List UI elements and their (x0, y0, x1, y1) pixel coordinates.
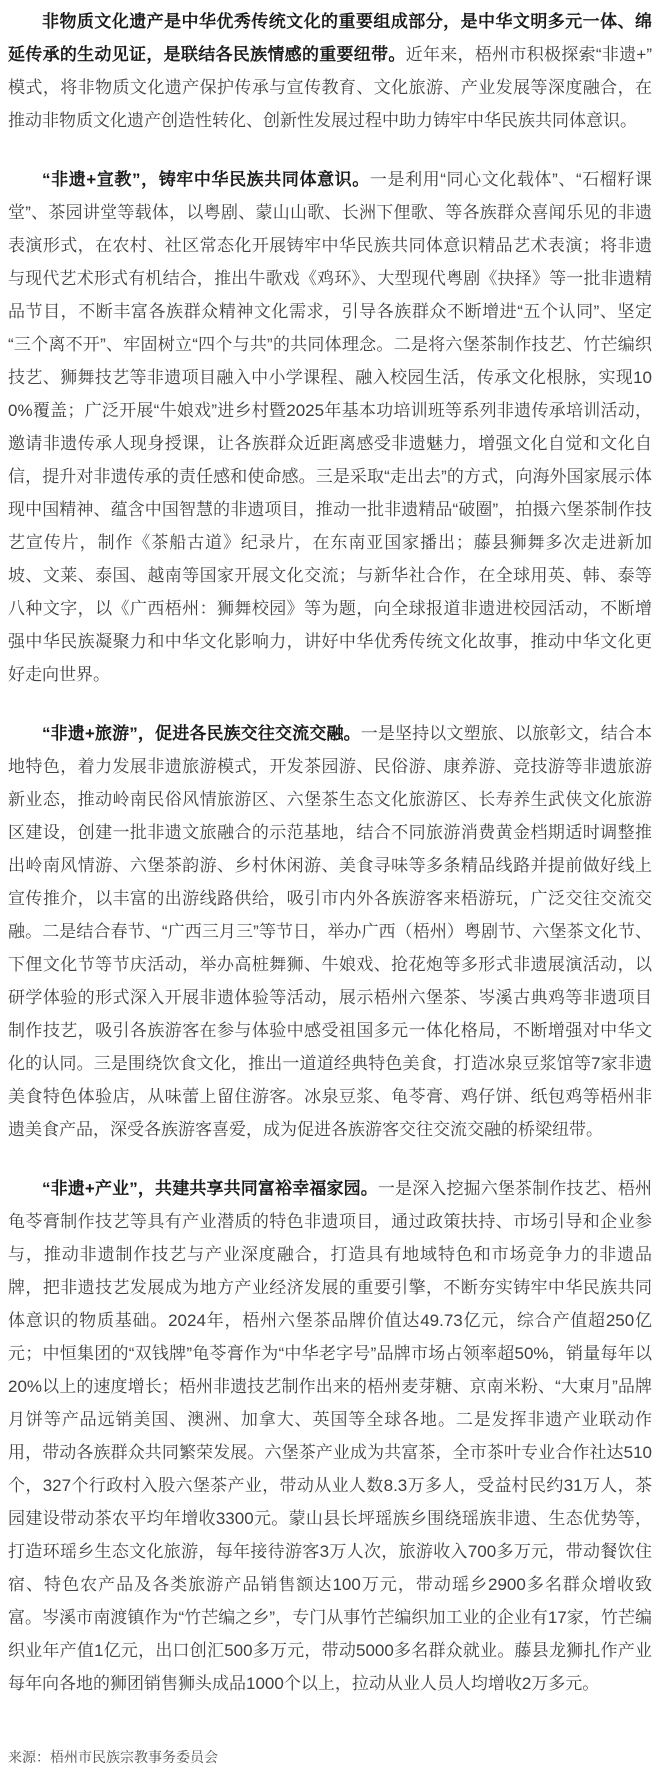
paragraph-chanye (8, 1172, 652, 1700)
paragraph-xuanjiao-text: 一是利用“同心文化载体”、“石榴籽课堂”、茶园讲堂等载体，以粤剧、蒙山山歌、长洲下俚歌、等各族群众喜闻乐见的非遗表演形式，在农村、社区常态化开展铸牢中华民族共同体意识精品艺术表演；将非遗与现代艺术形式有机结合，推出牛歌戏《鸡环》、大型现代粤剧《抉择》等一批非遗精品节目，不断丰富各族群众精神文化需求，引导各族群众不断增进“五个认同”、坚定“三个离不开”、牢固树立“四个与共”的共同体理念。二是将六堡茶制作技艺、竹芒编织技艺、狮舞技艺等非遗项目融入中小学课程、融入校园生活，传承文化根脉，实现100%覆盖；广泛开展“牛娘戏”进乡村暨2025年基本功培训班等系列非遗传承培训活动，邀请非遗传承人现身授课，让各族群众近距离感受非遗魅力，增强文化自觉和文化自信，提升对非遗传承的责任感和使命感。三是采取“走出去”的方式，向海外国家展示体现中国精神、蕴含中国智慧的非遗项目，推动一批非遗精品“破圈”，拍摄六堡茶制作技艺宣传片，制作《茶船古道》纪录片，在东南亚国家播出；藤县狮舞多次走进新加坡、文莱、泰国、越南等国家开展文化交流；与新华社合作，在全球用英、韩、泰等八种文字，以《广西梧州：狮舞校园》等为题，向全球报道非遗进校园活动，不断增强中华民族凝聚力和中华文化影响力，讲好中华优秀传统文化故事，推动中华文化更好走向世界。 (8, 170, 653, 684)
paragraph-lvyou-lead: “非遗+旅游”，促进各民族交往交流交融。 (42, 724, 361, 743)
paragraph-intro-text: 近年来，梧州市积极探索“非遗+”模式，将非物质文化遗产保护传承与宣传教育、文化旅游、产业发展等深度融合，在推动非物质文化遗产创造性转化、创新性发展过程中助力铸牢中华民族共同体意识。 (8, 45, 653, 130)
source-line: 来源：梧州市民族宗教事务委员会 (8, 1749, 218, 1765)
paragraph-intro-lead: 非物质文化遗产是中华优秀传统文化的重要组成部分，是中华文明多元一体、绵延传承的生动见证，是联结各民族情感的重要纽带。 (8, 12, 652, 64)
paragraph-lvyou-text: 一是坚持以文塑旅、以旅彰文，结合本地特色，着力发展非遗旅游模式，开发茶园游、民俗游、康养游、竞技游等非遗旅游新业态，推动岭南民俗风情旅游区、六堡茶生态文化旅游区、长寿养生武侠文化旅游区建设，创建一批非遗文旅融合的示范基地，结合不同旅游消费黄金档期适时调整推出岭南风情游、六堡茶韵游、乡村休闲游、美食寻味等多条精品线路并提前做好线上宣传推介，以丰富的出游线路供给，吸引市内外各族游客来梧游玩，广泛交往交流交融。二是结合春节、“广西三月三”等节日，举办广西（梧州）粤剧节、六堡茶文化节、下俚文化节等节庆活动，举办高桩舞狮、牛娘戏、抢花炮等多形式非遗展演活动，以研学体验的形式深入开展非遗体验等活动，展示梧州六堡茶、岑溪古典鸡等非遗项目制作技艺，吸引各族游客在参与体验中感受祖国多元一体化格局，不断增强对中华文化的认同。三是围绕饮食文化，推出一道道经典特色美食，打造冰泉豆浆馆等7家非遗美食特色体验店，从味蕾上留住游客。冰泉豆浆、龟苓膏、鸡仔饼、纸包鸡等梧州非遗美食产品，深受各族游客喜爱，成为促进各族游客交往交流交融的桥梁纽带。 (8, 724, 652, 1139)
paragraph-xuanjiao (8, 163, 652, 691)
paragraph-xuanjiao-lead: “非遗+宣教”，铸牢中华民族共同体意识。 (42, 170, 370, 189)
paragraph-chanye-text: 一是深入挖掘六堡茶制作技艺、梧州龟苓膏制作技艺等具有产业潜质的特色非遗项目，通过政策扶持、市场引导和企业参与，推动非遗制作技艺与产业深度融合，打造具有地域特色和市场竞争力的非遗品牌，把非遗技艺发展成为地方产业经济发展的重要引擎，不断夯实铸牢中华民族共同体意识的物质基础。2024年，梧州六堡茶品牌价值达49.73亿元，综合产值超250亿元；中恒集团的“双钱牌”龟苓膏作为“中华老字号”品牌市场占领率超50%，销量每年以20%以上的速度增长；梧州非遗技艺制作出来的梧州麦芽糖、京南米粉、“大東月”品牌月饼等产品远销美国、澳洲、加拿大、英国等全球各地。二是发挥非遗产业联动作用，带动各族群众共同繁荣发展。六堡茶产业成为共富茶，全市茶叶专业合作社达510个，327个行政村入股六堡茶产业，带动从业人数8.3万多人，受益村民约31万人，茶园建设带动茶农平均年增收3300元。蒙山县长坪瑶族乡围绕瑶族非遗、生态优势等，打造环瑶乡生态文化旅游，每年接待游客3万人次，旅游收入700多万元，带动餐饮住宿、特色农产品及各类旅游产品销售额达100万元，带动瑶乡2900多名群众增收致富。岑溪市南渡镇作为“竹芒编之乡”，专门从事竹芒编织加工业的企业有17家，竹芒编织业年产值1亿元，出口创汇500多万元，带动5000多名群众就业。藤县龙狮扎作产业每年向各地的狮团销售狮头成品1000个以上，拉动从业人员人均增收2万多元。 (8, 1179, 652, 1693)
paragraph-chanye-lead: “非遗+产业”，共建共享共同富裕幸福家园。 (42, 1179, 378, 1198)
paragraph-intro (8, 5, 652, 137)
paragraph-lvyou (8, 717, 652, 1146)
